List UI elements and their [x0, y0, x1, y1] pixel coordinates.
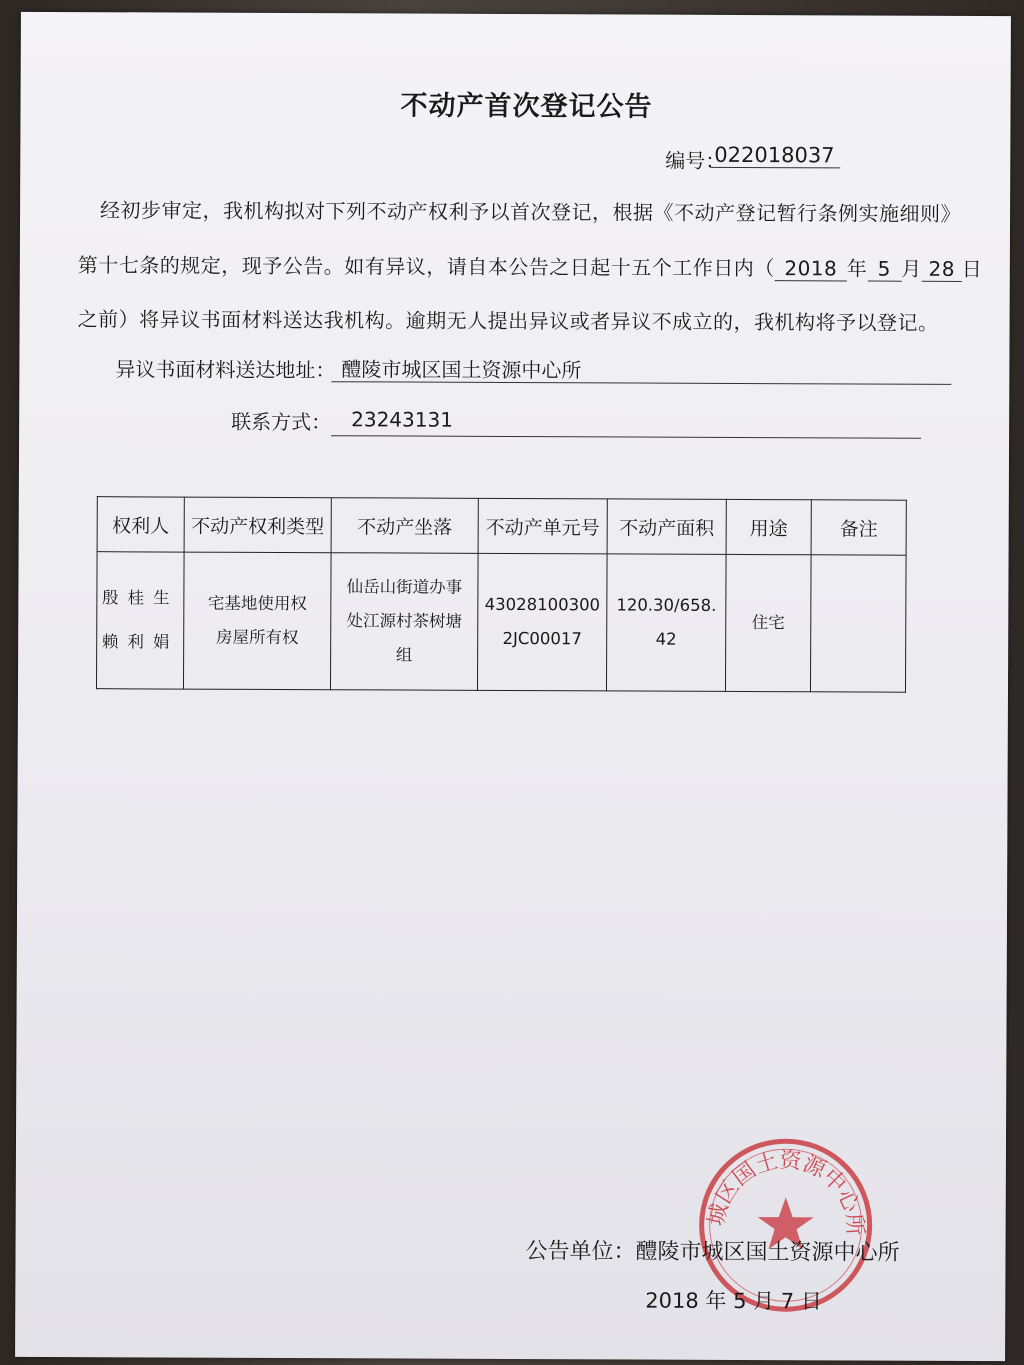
header-area: 不动产面积: [607, 499, 726, 555]
notice-paper: [15, 12, 1011, 1361]
header-right-type: 不动产权利类型: [184, 497, 331, 553]
number-value: 022018037: [710, 143, 840, 169]
paragraph-line-1: 经初步审定，我机构拟对下列不动产权利予以首次登记，根据《不动产登记暂行条例实施细则》: [100, 198, 962, 226]
number-label: 编号：: [665, 148, 726, 173]
right-type-cell: [183, 552, 331, 690]
month-char: 月: [901, 256, 922, 281]
contact-label: 联系方式：: [231, 409, 332, 435]
owner-name: 赖利娟: [101, 632, 179, 652]
paragraph-line-3: 之前）将异议书面材料送达我机构。逾期无人提出异议或者异议不成立的，我机构将予以登记。: [77, 307, 939, 335]
right-type: 房屋所有权: [215, 627, 299, 648]
address-underline: [331, 381, 951, 385]
location-line: 组: [395, 645, 413, 665]
deadline-day: 28: [922, 257, 962, 282]
area-cell: [606, 554, 726, 692]
owner-name: 殷桂生: [102, 588, 179, 608]
table-row: [96, 552, 906, 693]
svg-text:城区国土资源中心所: 城区国土资源中心所: [704, 1148, 868, 1237]
publish-date: 2018 年 5 月 7 日: [645, 1288, 822, 1314]
usage-cell: 住宅: [725, 554, 811, 691]
header-usage: 用途: [726, 499, 811, 554]
paragraph-line-2: [78, 249, 983, 282]
deadline-month: 5: [867, 257, 901, 282]
unit-no-line: 2JC00017: [502, 628, 582, 649]
location-line: 处江源村茶树塘: [346, 611, 463, 631]
remark-cell: [810, 555, 906, 692]
unit-no-line: 43028100300: [484, 594, 601, 615]
address-label: 异议书面材料送达地址：: [115, 357, 336, 383]
contact-value: 23243131: [351, 407, 454, 432]
paragraph-line-2-text: 第十七条的规定，现予公告。如有异议，请自本公告之日起十五个工作日内（: [77, 253, 775, 281]
header-location: 不动产坐落: [331, 498, 478, 554]
notice-title: 不动产首次登记公告: [400, 90, 653, 123]
publisher-label: 公告单位：醴陵市城区国土资源中心所: [525, 1239, 900, 1266]
property-table: [96, 496, 907, 693]
header-owner: 权利人: [97, 497, 184, 552]
header-unit-no: 不动产单元号: [478, 498, 607, 554]
contact-underline: [331, 435, 921, 439]
location-cell: [330, 553, 478, 691]
year-char: 年: [846, 256, 868, 281]
header-remark: 备注: [811, 500, 906, 555]
table-header-row: [97, 497, 906, 556]
deadline-year: 2018: [775, 256, 847, 281]
address-value: 醴陵市城区国土资源中心所: [341, 357, 582, 383]
unit-no-cell: [477, 553, 607, 691]
owner-cell: [96, 552, 184, 689]
location-line: 仙岳山街道办事: [346, 577, 463, 597]
area-line: 120.30/658.: [616, 595, 717, 615]
day-char: 日: [961, 256, 983, 282]
area-line: 42: [655, 629, 677, 649]
right-type: 宅基地使用权: [207, 593, 307, 614]
